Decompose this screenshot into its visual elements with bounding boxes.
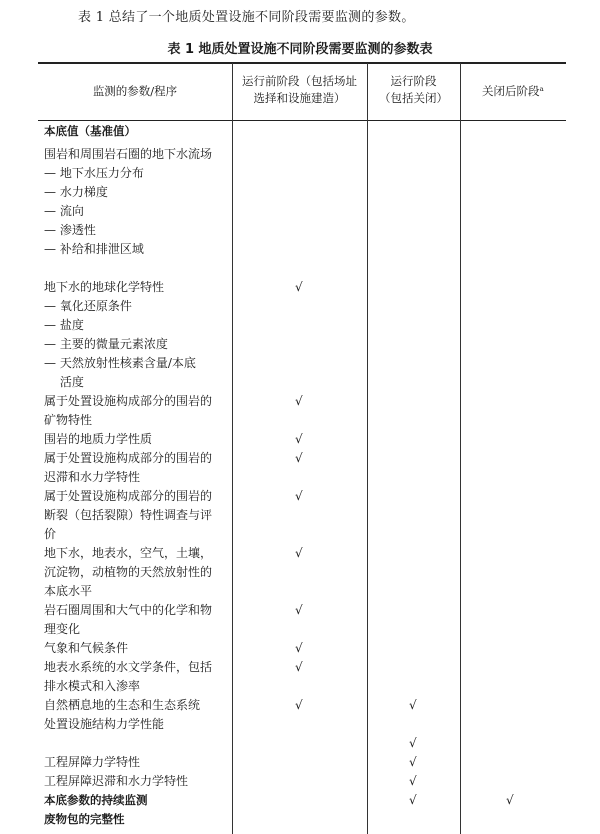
table-row — [0, 772, 600, 790]
table-row — [0, 677, 600, 695]
row-label: 活度 — [44, 375, 84, 389]
table-row — [0, 221, 600, 239]
table-row — [0, 316, 600, 334]
row-label: 属于处置设施构成部分的围岩的 — [44, 451, 213, 465]
table-row — [0, 164, 600, 182]
check-mark: √ — [295, 660, 303, 674]
row-label: 气象和气候条件 — [44, 641, 129, 655]
row-label: — 天然放射性核素含量/本底 — [44, 356, 196, 370]
row-label: 工程屏障迟滞和水力学特性 — [44, 774, 189, 788]
table-row — [0, 715, 600, 733]
table-row — [0, 392, 600, 410]
row-label: 处置设施结构力学性能 — [44, 717, 165, 731]
row-label: 工程屏障力学特性 — [44, 755, 141, 769]
header-operation-line1: 运行阶段 — [390, 74, 437, 88]
table-row — [0, 145, 600, 163]
check-mark: √ — [295, 641, 303, 655]
row-label: 本底水平 — [44, 584, 93, 598]
table-row — [0, 525, 600, 543]
intro-sentence: 表 1 总结了一个地质处置设施不同阶段需要监测的参数。 — [78, 10, 415, 25]
header-operation-line2: （包括关闭） — [379, 91, 448, 105]
row-label: 沉淀物，动植物的天然放射性的 — [44, 565, 213, 579]
check-mark: √ — [295, 451, 303, 465]
table-row — [0, 582, 600, 600]
check-mark: √ — [409, 755, 417, 769]
check-mark: √ — [295, 432, 303, 446]
row-label: — 盐度 — [44, 318, 84, 332]
check-mark: √ — [506, 793, 514, 807]
check-mark: √ — [295, 489, 303, 503]
row-label: 自然栖息地的生态和生态系统 — [44, 698, 201, 712]
row-label: — 流向 — [44, 204, 84, 218]
table-row — [0, 620, 600, 638]
table-row — [0, 335, 600, 353]
header-pre-operation — [232, 73, 367, 107]
table-row — [0, 449, 600, 467]
table-row — [0, 202, 600, 220]
row-label: 围岩和周围岩石圈的地下水流场 — [44, 147, 213, 161]
table-row — [0, 791, 600, 809]
header-bottom-rule — [38, 120, 566, 121]
row-label: — 主要的微量元素浓度 — [44, 337, 168, 351]
check-mark: √ — [409, 698, 417, 712]
row-label: 岩石圈周围和大气中的化学和物 — [44, 603, 213, 617]
check-mark: √ — [295, 394, 303, 408]
check-mark: √ — [295, 603, 303, 617]
row-label: — 地下水压力分布 — [44, 166, 144, 180]
table-row — [0, 753, 600, 771]
row-label: — 渗透性 — [44, 223, 96, 237]
check-mark: √ — [295, 698, 303, 712]
header-post-closure: 关闭后阶段ᵃ — [482, 84, 544, 98]
row-label: 本底参数的持续监测 — [44, 793, 148, 807]
table-row — [0, 563, 600, 581]
table-row — [0, 810, 600, 828]
row-label: 属于处置设施构成部分的围岩的 — [44, 394, 213, 408]
table-row — [0, 122, 600, 140]
table-row — [0, 373, 600, 391]
table-row — [0, 278, 600, 296]
table-row — [0, 240, 600, 258]
row-label: 本底值（基准值） — [44, 124, 136, 138]
table-row — [0, 183, 600, 201]
check-mark: √ — [409, 793, 417, 807]
row-label: 迟滞和水力学特性 — [44, 470, 141, 484]
row-label: 断裂（包括裂隙）特性调查与评 — [44, 508, 213, 522]
table-row — [0, 506, 600, 524]
table-row — [0, 354, 600, 372]
header-pre-operation-line2: 选择和设施建造） — [253, 91, 346, 105]
table-row — [0, 411, 600, 429]
row-label: — 补给和排泄区域 — [44, 242, 144, 256]
table-row — [0, 430, 600, 448]
row-label: 地下水，地表水，空气，土壤， — [44, 546, 213, 560]
table-row — [0, 696, 600, 714]
row-label: 矿物特性 — [44, 413, 93, 427]
row-label: 排水模式和入渗率 — [44, 679, 141, 693]
table-row — [0, 544, 600, 562]
table-row — [0, 297, 600, 315]
check-mark: √ — [295, 280, 303, 294]
table-row — [0, 639, 600, 657]
row-label: 地表水系统的水文学条件，包括 — [44, 660, 213, 674]
check-mark: √ — [409, 774, 417, 788]
row-label: 废物包的完整性 — [44, 812, 125, 826]
header-operation — [367, 73, 460, 107]
table-row — [0, 487, 600, 505]
row-label: 理变化 — [44, 622, 81, 636]
row-label: 地下水的地球化学特性 — [44, 280, 165, 294]
table-top-rule — [38, 62, 566, 64]
row-label: 属于处置设施构成部分的围岩的 — [44, 489, 213, 503]
table-row — [0, 468, 600, 486]
row-label: — 氧化还原条件 — [44, 299, 132, 313]
table-row — [0, 734, 600, 752]
header-pre-operation-line1: 运行前阶段（包括场址 — [242, 74, 357, 88]
table-title: 表 1 地质处置设施不同阶段需要监测的参数表 — [167, 42, 433, 57]
header-param: 监测的参数/程序 — [92, 84, 178, 98]
check-mark: √ — [409, 736, 417, 750]
check-mark: √ — [295, 546, 303, 560]
table-row — [0, 658, 600, 676]
row-label: 价 — [44, 527, 57, 541]
table-row — [0, 259, 600, 277]
table-row — [0, 601, 600, 619]
row-label: 围岩的地质力学性质 — [44, 432, 153, 446]
row-label: — 水力梯度 — [44, 185, 108, 199]
